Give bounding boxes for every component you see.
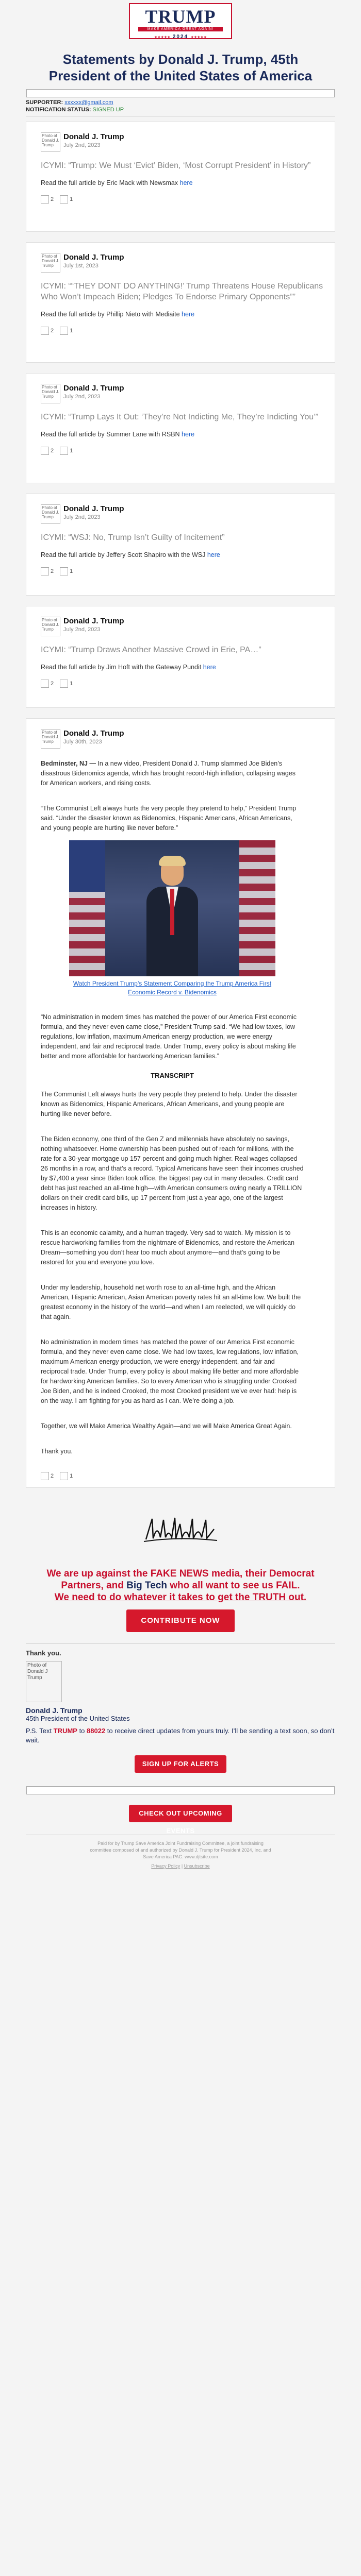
supporter-row	[26, 99, 335, 106]
header-input-box[interactable]	[26, 89, 335, 97]
like-count: 2	[51, 681, 54, 687]
footer-input-box[interactable]	[26, 1786, 335, 1794]
post-read-more	[41, 430, 324, 439]
post-headline: ICYMI: “Trump Lays It Out: ‘They’re Not Indicting Me, They’re Indicting You’”	[41, 413, 318, 421]
divider	[26, 1643, 335, 1644]
post-card	[26, 122, 335, 232]
article-link[interactable]: here	[182, 311, 195, 318]
post-date: July 2nd, 2023	[63, 626, 101, 633]
signature-image	[26, 1509, 335, 1552]
heart-icon	[41, 1472, 49, 1480]
avatar: Photo of Donald J. Trump	[41, 729, 60, 749]
read-text: Read the full article by Phillip Nieto with Mediaite	[41, 311, 182, 318]
post-actions	[41, 680, 324, 688]
flag-canton	[69, 840, 105, 892]
read-text: Read the full article by Jim Hoft with the Gateway Pundit	[41, 664, 203, 671]
ps-shortcode: 88022	[87, 1727, 106, 1735]
post-date: July 1st, 2023	[63, 263, 99, 269]
post-author: Donald J. Trump	[63, 253, 124, 262]
retruth-icon	[60, 327, 68, 335]
supporter-email[interactable]: xxxxxx@gmail.com	[64, 99, 113, 106]
ps-part: to	[77, 1727, 87, 1735]
lead-text: In a new video, President Donald J. Trump slammed Joe Biden’s disastrous Bidenomics agenda, which has brought record-high inflation, collapsing wages for American workers, and rising costs.	[41, 760, 296, 787]
post-headline: ICYMI: ““THEY DONT DO ANYTHING!’ Trump Threatens House Republicans Who Won’t Impeach Biden; Pledges To Endorse Primary Opponents””	[41, 282, 323, 301]
post-headline: ICYMI: “Trump: We Must ‘Evict’ Biden, ‘Most Corrupt President’ in History”	[41, 161, 311, 170]
post-header	[41, 253, 324, 273]
closing-thanks: Thank you.	[26, 1649, 61, 1657]
retruth-icon	[60, 680, 68, 688]
statement-quote: “The Communist Left always hurts the very people they pretend to help,” President Trump said. “Under the disaster known as Bidenomics, Hispanic Americans, African Americans, and young people are hurting like never before.”	[41, 805, 297, 832]
like-count: 2	[51, 568, 54, 574]
share-count: 1	[70, 681, 73, 687]
post-actions	[41, 1472, 304, 1480]
cta-line-1-end: who all want to see us FAIL.	[167, 1580, 300, 1591]
header-logo-area	[26, 0, 335, 46]
post-card	[26, 606, 335, 708]
statement-card	[26, 718, 335, 1488]
article-link[interactable]: here	[182, 431, 195, 438]
retruth-icon	[60, 567, 68, 575]
like-button[interactable]	[41, 327, 54, 335]
cta-line-2: We need to do whatever it takes to get the TRUTH out.	[54, 1592, 307, 1603]
like-count: 2	[51, 328, 54, 334]
like-count: 2	[51, 196, 54, 202]
closing-photo: Photo of Donald J Trump	[26, 1661, 62, 1702]
logo-name: TRUMP	[145, 6, 216, 27]
retruth-icon	[60, 447, 68, 455]
like-count: 2	[51, 448, 54, 454]
trump-logo[interactable]	[129, 3, 232, 39]
avatar: Photo of Donald J. Trump	[41, 132, 60, 152]
post-author: Donald J. Trump	[63, 384, 124, 393]
post-author: Donald J. Trump	[63, 132, 124, 141]
post-date: July 2nd, 2023	[63, 142, 101, 148]
post-read-more	[41, 310, 324, 319]
signature-icon	[142, 1509, 219, 1550]
contribute-button[interactable]: CONTRIBUTE NOW	[126, 1609, 235, 1632]
post-read-more	[41, 178, 324, 188]
share-button[interactable]	[60, 327, 73, 335]
speaker-figure	[146, 858, 198, 976]
transcript-paragraph: This is an economic calamity, and a human tragedy. Very sad to watch. My mission is to rescue hardworking families from the nightmare of Bidenomics, and restore the American Dream—something you don’t hear too much about anymore—and that’s going to be restored for you and everyone you love.	[41, 1229, 294, 1266]
video-caption-link[interactable]: Watch President Trump’s Statement Comparing the Trump America First Economic Record v. Bidenomics	[73, 980, 272, 996]
post-author: Donald J. Trump	[63, 617, 124, 625]
share-button[interactable]	[60, 447, 73, 455]
hair	[159, 856, 186, 866]
post-card	[26, 494, 335, 596]
email-body	[26, 0, 335, 1869]
avatar: Photo of Donald J. Trump	[41, 617, 60, 636]
post-actions	[41, 567, 324, 575]
like-button[interactable]	[41, 1472, 54, 1480]
transcript-paragraph: Together, we will Make America Wealthy Again—and we will Make America Great Again.	[41, 1422, 292, 1430]
notification-label: NOTIFICATION STATUS:	[26, 107, 91, 113]
article-link[interactable]: here	[207, 551, 220, 558]
post-read-more	[41, 663, 324, 672]
post-header	[41, 617, 324, 636]
ps-part: to receive direct updates from yours truly. I’ll be sending a text soon, so don’t wait.	[26, 1727, 335, 1744]
post-actions	[41, 327, 324, 335]
logo-year-row	[130, 31, 231, 41]
article-link[interactable]: here	[203, 664, 216, 671]
post-headline: ICYMI: “WSJ: No, Trump Isn’t Guilty of Incitement”	[41, 533, 225, 542]
transcript-heading: TRANSCRIPT	[151, 1072, 194, 1079]
post-headline: ICYMI: “Trump Draws Another Massive Crowd in Erie, PA…”	[41, 646, 261, 654]
cta-big-tech: Big Tech	[126, 1580, 167, 1591]
footer-disclaimer: Paid for by Trump Save America Joint Fundraising Committee, a joint fundraising committee composed of and authorized by Donald J. Trump for President 2024, Inc. and Save America PAC. www.djtsite.com	[90, 1841, 271, 1859]
post-header	[41, 729, 304, 749]
share-count: 1	[70, 568, 73, 574]
share-button[interactable]	[60, 1472, 73, 1480]
supporter-label: SUPPORTER:	[26, 99, 63, 106]
retruth-icon	[60, 195, 68, 204]
heart-icon	[41, 195, 49, 204]
avatar: Photo of Donald J. Trump	[41, 504, 60, 524]
cta-line-1: We are up against the FAKE NEWS media, their Democrat Partners, and	[46, 1568, 315, 1591]
heart-icon	[41, 447, 49, 455]
post-header	[41, 132, 324, 152]
transcript-paragraph: The Biden economy, one third of the Gen Z and millennials have absolutely no savings, nothing whatsoever. Home ownership has been pushed out of reach for millions, with the rate for a 30-year mortgage up 157 percent and going much higher. Real wages collapsed 26 months in a row, and that’s a record. Typical Americans have seen their incomes crushed by $7,400 a year since Biden took office, the biggest pay cut in many decades. Credit card debt has just reached an all-time high—with American consumers owing nearly a TRILLION dollars on their credit card bills, up 17 percent from just a year ago, one of the largest increases in history.	[41, 1136, 304, 1211]
like-count: 2	[51, 1473, 54, 1479]
transcript-paragraph: No administration in modern times has matched the power of our America First economic formula, and they never even came close. We had low taxes, low regulations, low inflation, maximum American energy production, we were energy independent, and fair and reciprocal trade. Under Trump, every policy is about making life better and more affordable for hardworking American families. So to every American who is struggling under Crooked Joe Biden, and he is indeed Crooked, the most Crooked president we’ve ever had: help is on the way. I am fighting for you as hard as I can. We’re doing a job.	[41, 1338, 299, 1404]
post-header	[41, 504, 324, 524]
heart-icon	[41, 327, 49, 335]
star-icon: ★★★★★	[154, 36, 171, 39]
like-button[interactable]	[41, 195, 54, 204]
upcoming-events-button[interactable]: CHECK OUT UPCOMING EVENTS	[129, 1805, 232, 1822]
ps-text	[26, 1726, 335, 1745]
avatar: Photo of Donald J. Trump	[41, 253, 60, 273]
post-actions	[41, 447, 324, 455]
flag-right	[239, 840, 275, 976]
statement-quote: “No administration in modern times has matched the power of our America First economic formula, and they never even came close,” President Trump said. “We had low taxes, low regulations, low inflation, maximum American energy production, we were energy independent, and fair and reciprocal trade. Under Trump, every policy is about making life better and more affordable for hardworking American families.”	[41, 1013, 297, 1060]
post-author: Donald J. Trump	[63, 729, 124, 738]
avatar: Photo of Donald J. Trump	[41, 384, 60, 403]
star-icon: ★★★★★	[190, 36, 207, 39]
privacy-link[interactable]: Privacy Policy	[151, 1863, 180, 1869]
share-count: 1	[70, 1473, 73, 1479]
share-button[interactable]	[60, 195, 73, 204]
post-date: July 30th, 2023	[63, 739, 102, 745]
share-count: 1	[70, 196, 73, 202]
cta-message	[31, 1568, 330, 1603]
page-title: Statements by Donald J. Trump, 45th President of the United States of America	[48, 52, 313, 83]
post-header	[41, 384, 324, 403]
transcript-paragraph: Under my leadership, household net worth rose to an all-time high, and the African American, Hispanic American, Asian American poverty rates hit an all-time low. We built the greatest economy in the history of the world—and when I am reelected, we will quickly do that again.	[41, 1284, 301, 1320]
read-text: Read the full article by Eric Mack with Newsmax	[41, 179, 180, 187]
post-author: Donald J. Trump	[63, 504, 124, 513]
notification-row	[26, 107, 335, 113]
article-link[interactable]: here	[179, 179, 193, 187]
heart-icon	[41, 567, 49, 575]
dateline: Bedminster, NJ —	[41, 760, 96, 767]
statement-lead	[41, 759, 304, 788]
read-text: Read the full article by Summer Lane with RSBN	[41, 431, 182, 438]
video-thumbnail[interactable]	[69, 840, 275, 976]
logo-strip: MAKE AMERICA GREAT AGAIN!	[138, 27, 223, 31]
retruth-icon	[60, 1472, 68, 1480]
post-read-more	[41, 550, 324, 560]
notification-status: SIGNED UP	[92, 107, 124, 113]
ps-part: P.S. Text	[26, 1727, 54, 1735]
heart-icon	[41, 680, 49, 688]
footer-links: Privacy Policy | Unsubscribe	[151, 1863, 210, 1869]
read-text: Read the full article by Jeffery Scott Shapiro with the WSJ	[41, 551, 207, 558]
share-button[interactable]	[60, 567, 73, 575]
post-card	[26, 373, 335, 483]
tie	[170, 889, 174, 935]
like-button[interactable]	[41, 680, 54, 688]
post-date: July 2nd, 2023	[63, 514, 101, 520]
share-count: 1	[70, 328, 73, 334]
closing-title: 45th President of the United States	[26, 1715, 130, 1722]
ps-keyword: TRUMP	[53, 1727, 77, 1735]
like-button[interactable]	[41, 567, 54, 575]
like-button[interactable]	[41, 447, 54, 455]
logo-year: 2024	[172, 34, 189, 40]
post-actions	[41, 195, 324, 204]
unsubscribe-link[interactable]: Unsubscribe	[184, 1863, 210, 1869]
closing-name: Donald J. Trump	[26, 1706, 83, 1715]
sign-up-alerts-button[interactable]: SIGN UP FOR ALERTS	[135, 1755, 226, 1773]
share-count: 1	[70, 448, 73, 454]
transcript-paragraph: The Communist Left always hurts the very people they pretend to help. Under the disaster known as Bidenomics, Hispanic Americans, African Americans, and young people are hurting like never before.	[41, 1091, 298, 1117]
post-date: July 2nd, 2023	[63, 394, 101, 400]
transcript-paragraph: Thank you.	[41, 1448, 73, 1455]
post-card	[26, 242, 335, 363]
share-button[interactable]	[60, 680, 73, 688]
